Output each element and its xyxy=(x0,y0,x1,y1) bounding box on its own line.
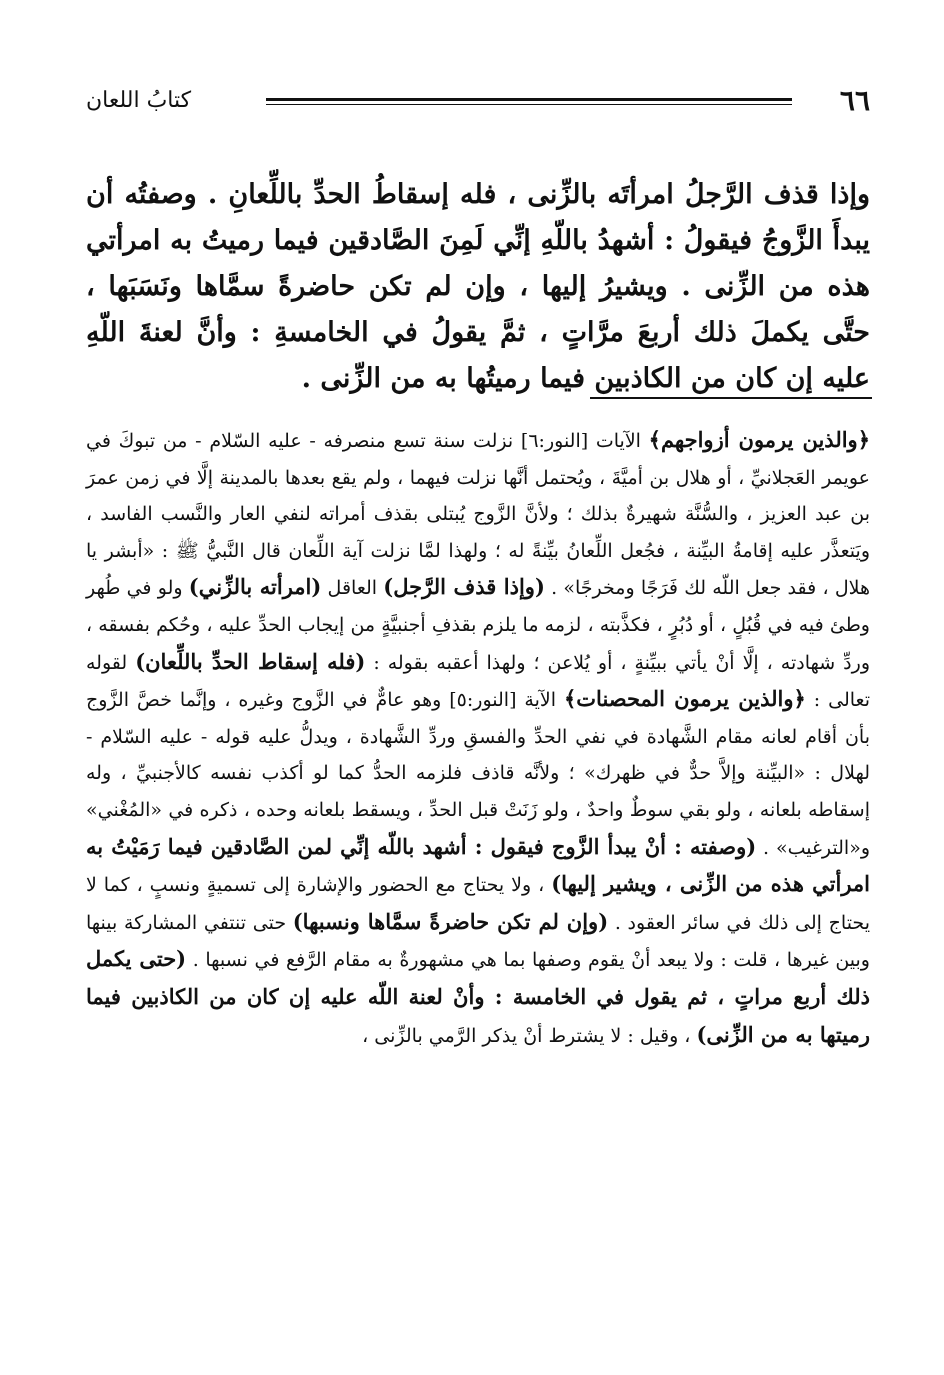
main-text: وإذا قذف الرَّجلُ امرأتَه بالزِّنى ، فله إسقاطُ الحدِّ باللِّعانِ . وصفتُه أن يبدأَ الزَّوجُ فيقولُ : أشهدُ باللّهِ إنِّي لَمِنَ الصَّادقين فيما رميتُ به امرأتي هذه من الزِّنى . ويشيرُ إليها ، وإن لم تكن حاضرةً سمَّاها ونَسَبَها ، حتَّى يكملَ ذلك أربعَ مرَّاتٍ ، ثمَّ يقولُ في الخامسةِ : وأنَّ لعنةَ اللّهِ عليه إن كان من الكاذبين فيما رميتُها به من الزِّنى . xyxy=(86,179,870,394)
quoted-verse: ﴿والذين يرمون المحصنات﴾ xyxy=(563,686,806,712)
quoted-matn: (وصفته : أنْ يبدأ الزَّوج فيقول : أشهد باللّه إنِّي لمن الصَّادقين فيما رَمَيْتُ به امرأتي هذه من الزِّنى ، ويشير إليها) xyxy=(86,833,870,897)
commentary-segment: العاقل xyxy=(321,577,384,600)
commentary-segment: الآية [النور:٥] وهو عامٌّ في الزَّوج وغيره ، وإنَّما خصَّ الزَّوج بأن أقام لعانه مقام الشَّهادة في نفي الحدِّ والفسقِ وردِّ الشَّهادة ، ويدلُّ عليه قوله - عليه السّلام - لهلال : «البيِّنة وإلاَّ حدٌّ في ظهرك» ؛ ولأنَّه قاذف فلزمه الحدُّ كما لو أكذب نفسه كالأجنبيِّ ، وله إسقاطه بلعانه ، ولو بقي سوطٌ واحدٌ ، ولو زَنَتْ قبل الحدِّ ، ويسقط بلعانه وحده ، ذكره في «المُغْني» و«الترغيب» . xyxy=(86,689,870,859)
quoted-matn: (حتى يكمل ذلك أربع مراتٍ ، ثم يقول في الخامسة : وأنْ لعنة اللّه عليه إن كان من الكاذبين فيما رميتها به من الزِّنى) xyxy=(86,946,870,1047)
commentary-segment: لقوله تعالى : xyxy=(86,651,870,712)
book-title: كتابُ اللعان xyxy=(86,88,192,113)
quoted-verse: ﴿والذين يرمون أزواجهم﴾ xyxy=(648,427,870,452)
quoted-matn: (فله إسقاط الحدِّ باللِّعان) xyxy=(135,648,366,674)
quoted-matn: (وإذا قذف الرَّجل) xyxy=(383,574,545,600)
header-rule-thin xyxy=(266,104,792,105)
commentary-text xyxy=(86,422,870,1054)
quoted-matn: (امرأته بالزِّني) xyxy=(188,574,322,600)
commentary-segment: الآيات [النور:٦] نزلت سنة تسع منصرفه - عليه السّلام - من تبوكَ في عويمر العَجلانيِّ ، أو هلال بن أميَّةَ ، ويُحتمل أنَّها نزلت فيهما ، ولم يقع بعدها بالمدينة إلَّا في زمن عمرَ بن عبد العزيز ، والسُّنَّة شهيرةٌ بذلك ؛ ولأنَّ الزَّوج يُبتلى بقذف أمراته لنفي العار والنَّسب الفاسد ، ويَتعذَّر عليه إقامةُ البيِّنة ، فجُعل اللِّعانُ بيِّنةً له ؛ ولهذا لمَّا نزلت آية اللِّعان قال النَّبيُّ ﷺ : «أبشر يا هلال ، فقد جعل اللّه لك فَرَجًا ومخرجًا» . xyxy=(86,430,870,600)
page-number: ٦٦ xyxy=(839,84,870,117)
header-rule-thick xyxy=(266,98,792,101)
page-header xyxy=(86,84,870,120)
commentary-segment: ، وقيل : لا يشترط أنْ يذكر الرَّمي بالزِّنى ، xyxy=(362,1024,697,1047)
quoted-matn: (وإن لم تكن حاضرةً سمَّاها ونسبها) xyxy=(292,908,609,934)
commentary-segment: ، ولا يحتاج مع الحضور والإشارة إلى تسميةٍ ونسبٍ ، كما لا يحتاج إلى ذلك في سائر العقود . xyxy=(86,874,870,934)
commentary-segment: حتى تنتفي المشاركة بينها وبين غيرها ، قلت : ولا يبعد أنْ يقوم وصفها بما هي مشهورةٌ به مقام الرَّفع في نسبها . xyxy=(86,911,870,972)
commentary-segment: ولو في طُهر وطئ فيه في قُبُلٍ ، أو دُبُرٍ ، فكذَّبته ، لزمه ما يلزم بقذفِ أجنبيَّةٍ من إيجاب الحدِّ عليه ، وحُكم بفسقه ، وردِّ شهادته ، إلَّا أنْ يأتي ببيِّنةٍ ، أو يُلاعن ؛ ولهذا أعقبه بقوله : xyxy=(86,577,870,674)
text-divider xyxy=(590,397,872,399)
